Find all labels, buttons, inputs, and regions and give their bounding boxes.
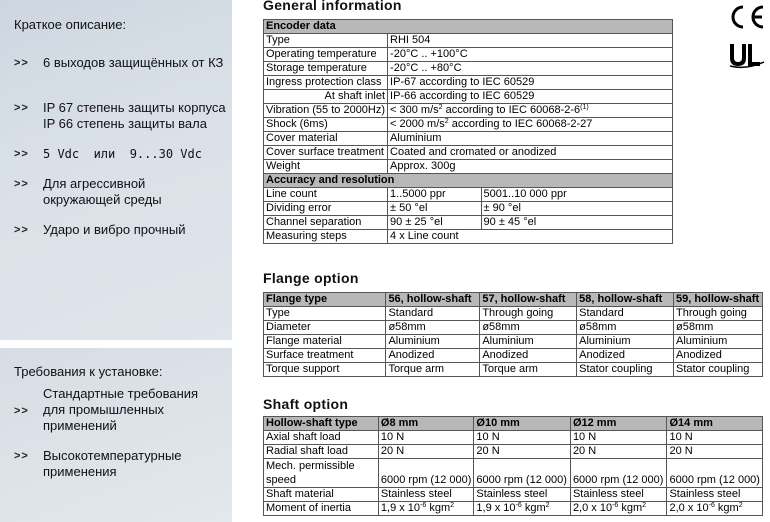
table-row: Channel separation 90 ± 25 °el 90 ± 45 °el — [264, 216, 673, 230]
table-row: Shaft material Stainless steel Stainless steel Stainless steel Stainless steel — [264, 488, 763, 502]
flange-option-table — [263, 292, 763, 377]
table-row: Cover surface treatment Coated and cromated or anodized — [264, 146, 673, 160]
table-row: Torque support Torque arm Torque arm Stator coupling Stator coupling — [264, 363, 763, 377]
table-row: Axial shaft load 10 N 10 N 10 N 10 N — [264, 431, 763, 445]
ce-mark-logo — [728, 3, 768, 31]
bullet-marker: >> — [14, 450, 29, 462]
table-row: Line count 1..5000 ppr 5001..10 000 ppr — [264, 188, 673, 202]
table-row: Operating temperature -20°C .. +100°C — [264, 48, 673, 62]
accuracy-header: Accuracy and resolution — [264, 174, 673, 188]
shaft-option-table — [263, 416, 763, 516]
encoder-data-header: Encoder data — [264, 20, 673, 34]
feature-item: 5 Vdc или 9...30 Vdc — [43, 147, 202, 161]
summary-heading: Краткое описание: — [14, 17, 127, 32]
table-row: Type Standard Through going Standard Through going — [264, 307, 763, 321]
table-row: Type RHI 504 — [264, 34, 673, 48]
table-row: Flange material Aluminium Aluminium Aluminium Aluminium — [264, 335, 763, 349]
encoder-data-table — [263, 19, 673, 244]
feature-item: Для агрессивной окружающей среды — [43, 176, 162, 207]
table-header-row: Hollow-shaft type Ø8 mm Ø10 mm Ø12 mm Ø14 mm — [264, 417, 763, 431]
feature-item: IP 67 степень защиты корпуса IP 66 степень защиты вала — [43, 100, 226, 131]
bullet-marker: >> — [14, 178, 29, 190]
bullet-marker: >> — [14, 102, 29, 114]
table-row: At shaft inlet IP-66 according to IEC 60529 — [264, 90, 673, 104]
bullet-marker: >> — [14, 148, 29, 160]
summary-panel — [0, 0, 232, 340]
table-row: Weight Approx. 300g — [264, 160, 673, 174]
bullet-marker: >> — [14, 224, 29, 236]
table-header-row: Flange type 56, hollow-shaft 57, hollow-shaft 58, hollow-shaft 59, hollow-shaft — [264, 293, 763, 307]
table-row: Moment of inertia 1,9 x $10^{-6}$ kgm$^2$ 1,9 x $10^{-6}$ kgm$^2$ 2,0 x $10^{-6}$ kgm$^2$ 2,0 x $10^{-6}$ kgm$^2$ — [264, 502, 763, 516]
feature-item: Ударо и вибро прочный — [43, 222, 186, 237]
table-row: Radial shaft load 20 N 20 N 20 N 20 N — [264, 445, 763, 459]
table-row: Dividing error ± 50 °el ± 90 °el — [264, 202, 673, 216]
feature-item: 6 выходов защищённых от КЗ — [43, 55, 224, 70]
table-header-row — [264, 20, 673, 34]
requirement-item: Высокотемпературные применения — [43, 448, 182, 479]
table-row: Ingress protection class IP-67 according to IEC 60529 — [264, 76, 673, 90]
shaft-option-title: Shaft option — [263, 396, 349, 412]
table-header-row — [264, 174, 673, 188]
table-row: Measuring steps 4 x Line count — [264, 230, 673, 244]
table-row: Shock (6ms) < 2000 $m/s^2$ according to IEC 60068-2-27 — [264, 118, 673, 132]
requirement-item: Стандартные требования для промышленных применений — [43, 386, 199, 433]
bullet-marker: >> — [14, 405, 29, 417]
install-heading: Требования к установке: — [14, 364, 163, 379]
table-row: Cover material Aluminium — [264, 132, 673, 146]
general-info-title: General information — [263, 0, 402, 13]
ul-recognized-logo — [728, 40, 768, 70]
bullet-marker: >> — [14, 57, 29, 69]
table-row: Storage temperature -20°C .. +80°C — [264, 62, 673, 76]
table-row: Diameter ø58mm ø58mm ø58mm ø58mm — [264, 321, 763, 335]
table-row: Vibration (55 to 2000Hz) < 300 $m/s^2$ according to IEC 60068-2-6$^{(1)}$ — [264, 104, 673, 118]
flange-option-title: Flange option — [263, 270, 359, 286]
table-row: Mech. permissible speed 6000 rpm (12 000) 6000 rpm (12 000) 6000 rpm (12 000) 6000 rpm (12 000) — [264, 459, 763, 488]
table-row: Surface treatment Anodized Anodized Anodized Anodized — [264, 349, 763, 363]
